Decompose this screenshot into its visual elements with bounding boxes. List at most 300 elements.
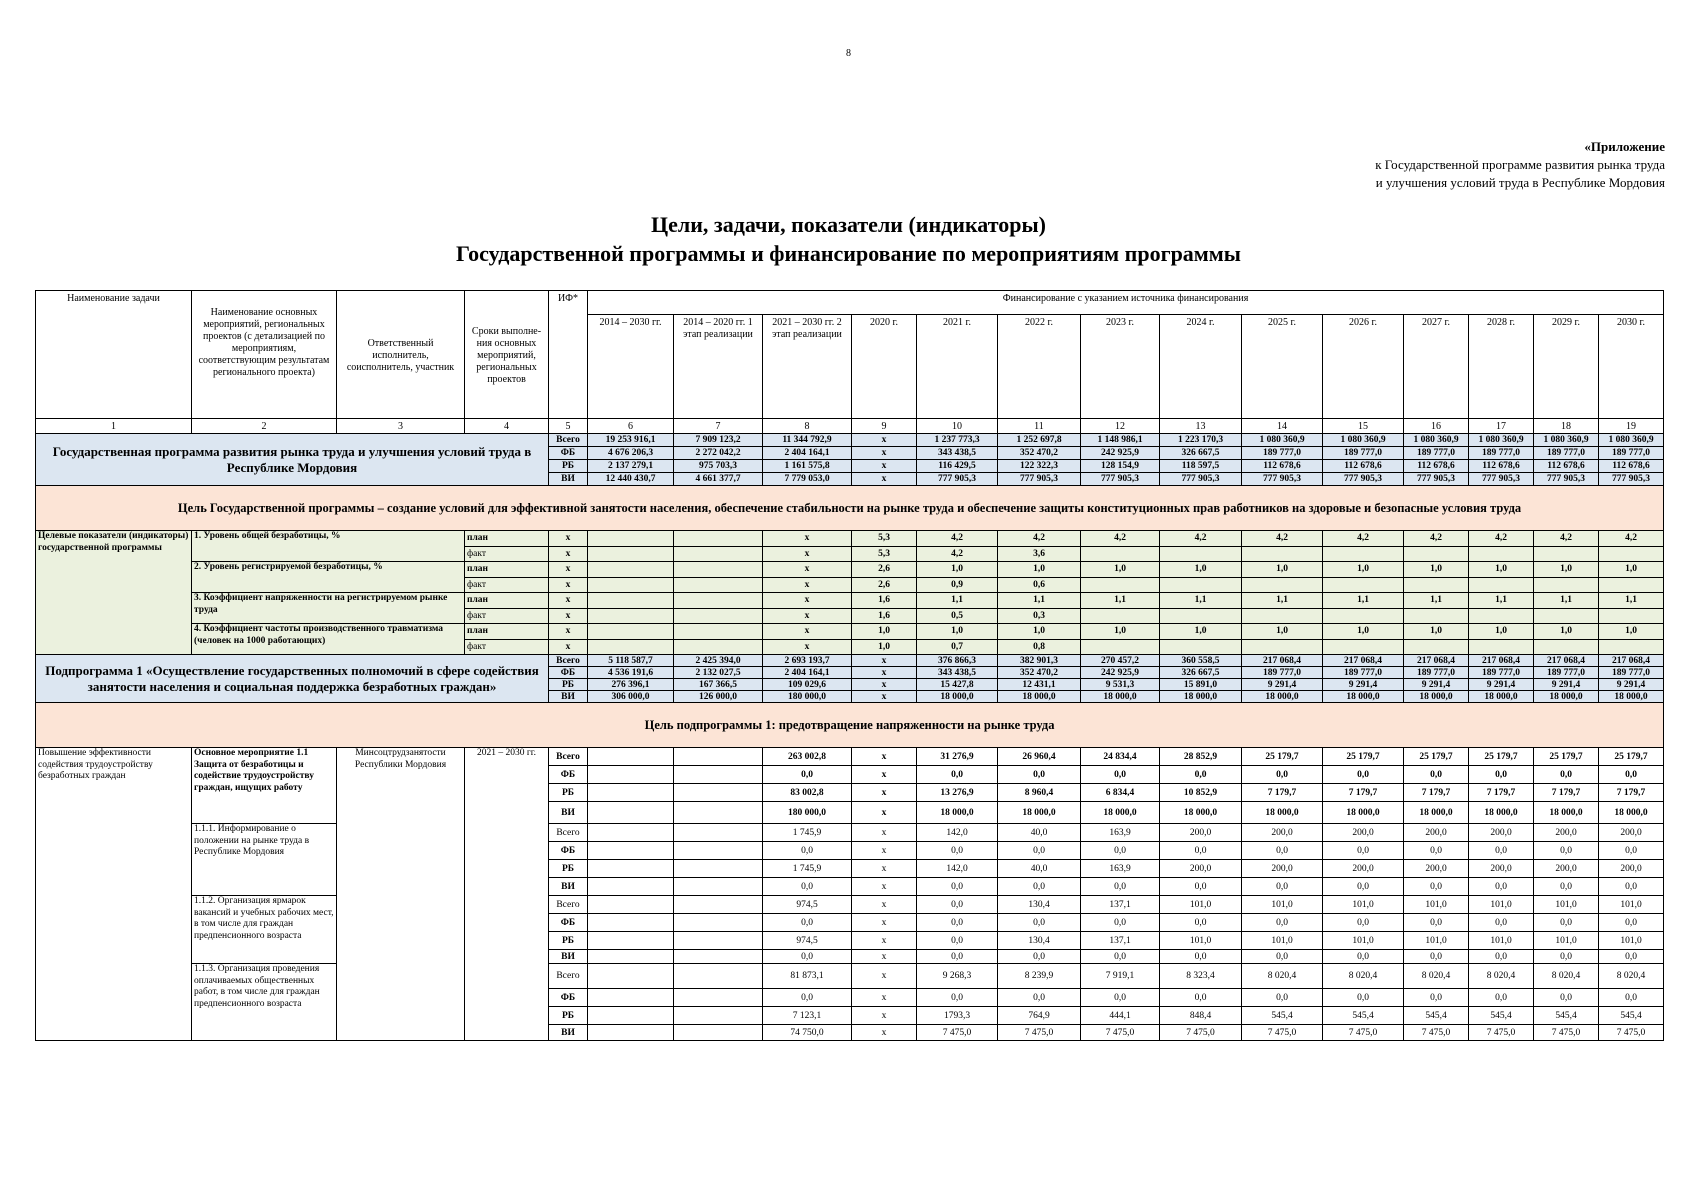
value-cell: 0,0 — [1404, 989, 1469, 1007]
value-cell — [674, 748, 763, 766]
table-body — [36, 291, 1664, 1041]
value-cell: 101,0 — [1160, 932, 1242, 950]
header-period: 2022 г. — [998, 315, 1081, 419]
value-cell: 18 000,0 — [1081, 802, 1160, 824]
value-cell: 18 000,0 — [1534, 802, 1599, 824]
value-cell: 4,2 — [1242, 531, 1323, 547]
value-cell: x — [852, 802, 917, 824]
value-cell: 0,0 — [1081, 950, 1160, 964]
value-cell — [1081, 546, 1160, 562]
column-number: 13 — [1160, 419, 1242, 434]
header-period: 2014 – 2020 гг. 1 этап реализации — [674, 315, 763, 419]
value-cell — [1404, 577, 1469, 593]
value-cell: 777 905,3 — [1323, 473, 1404, 486]
value-cell: 0,0 — [1404, 766, 1469, 784]
value-cell: 0,0 — [1534, 914, 1599, 932]
value-cell: 1,1 — [1242, 593, 1323, 609]
value-cell: 1,0 — [1160, 562, 1242, 578]
source-cell: x — [549, 593, 588, 609]
value-cell: 0,0 — [1323, 950, 1404, 964]
column-number: 7 — [674, 419, 763, 434]
value-cell: 1 080 360,9 — [1469, 434, 1534, 447]
column-number: 6 — [588, 419, 674, 434]
value-cell: 25 179,7 — [1469, 748, 1534, 766]
value-cell: 9 531,3 — [1081, 679, 1160, 691]
value-cell: 26 960,4 — [998, 748, 1081, 766]
value-cell — [588, 577, 674, 593]
source-cell: ФБ — [549, 447, 588, 460]
header-period: 2027 г. — [1404, 315, 1469, 419]
value-cell — [588, 950, 674, 964]
value-cell — [1534, 608, 1599, 624]
value-cell: 217 068,4 — [1469, 655, 1534, 667]
value-cell: 200,0 — [1404, 824, 1469, 842]
value-cell: 0,0 — [998, 842, 1081, 860]
value-cell: 1,6 — [852, 608, 917, 624]
value-cell: x — [852, 748, 917, 766]
value-cell: 9 291,4 — [1469, 679, 1534, 691]
value-cell: 25 179,7 — [1534, 748, 1599, 766]
value-cell: 6 834,4 — [1081, 784, 1160, 802]
indicator-type: факт — [465, 608, 549, 624]
value-cell: 180 000,0 — [763, 802, 852, 824]
value-cell — [588, 878, 674, 896]
value-cell — [674, 624, 763, 640]
value-cell — [588, 639, 674, 655]
value-cell — [674, 802, 763, 824]
value-cell: 0,0 — [1599, 766, 1664, 784]
header-period: 2029 г. — [1534, 315, 1599, 419]
value-cell: 1,0 — [917, 624, 998, 640]
gp-finance-row — [36, 434, 1664, 447]
source-cell: ФБ — [549, 766, 588, 784]
value-cell: 83 002,8 — [763, 784, 852, 802]
value-cell: 0,3 — [998, 608, 1081, 624]
value-cell: 4,2 — [1404, 531, 1469, 547]
value-cell: 18 000,0 — [1160, 802, 1242, 824]
value-cell — [588, 608, 674, 624]
value-cell: 1 161 575,8 — [763, 460, 852, 473]
appendix-line-1: «Приложение — [1584, 139, 1665, 154]
value-cell: 0,0 — [1469, 878, 1534, 896]
value-cell — [1081, 639, 1160, 655]
value-cell: 130,4 — [998, 896, 1081, 914]
value-cell: 545,4 — [1404, 1007, 1469, 1025]
value-cell: 1,0 — [852, 624, 917, 640]
value-cell: 0,0 — [763, 842, 852, 860]
value-cell — [1160, 546, 1242, 562]
appendix-line-2: к Государственной программе развития рынка труда — [1375, 157, 1665, 172]
source-cell: РБ — [549, 860, 588, 878]
value-cell: x — [852, 860, 917, 878]
value-cell: 200,0 — [1534, 824, 1599, 842]
value-cell: 18 000,0 — [1160, 691, 1242, 703]
value-cell: 1,0 — [1242, 562, 1323, 578]
value-cell: 1,0 — [1323, 562, 1404, 578]
source-cell: РБ — [549, 932, 588, 950]
value-cell: 1,0 — [1534, 624, 1599, 640]
value-cell — [674, 546, 763, 562]
value-cell — [588, 562, 674, 578]
value-cell — [1323, 577, 1404, 593]
value-cell: x — [763, 624, 852, 640]
source-cell: x — [549, 639, 588, 655]
value-cell: 18 000,0 — [998, 691, 1081, 703]
value-cell: 122 322,3 — [998, 460, 1081, 473]
measure-finance-row — [36, 824, 1664, 842]
value-cell — [1534, 639, 1599, 655]
value-cell: 1,0 — [1469, 562, 1534, 578]
value-cell: 1 080 360,9 — [1323, 434, 1404, 447]
value-cell: 8 020,4 — [1469, 964, 1534, 989]
value-cell: 0,0 — [917, 950, 998, 964]
value-cell — [588, 932, 674, 950]
value-cell — [588, 593, 674, 609]
value-cell: 3,6 — [998, 546, 1081, 562]
value-cell: 974,5 — [763, 896, 852, 914]
value-cell: 0,0 — [1469, 842, 1534, 860]
value-cell: 0,0 — [1599, 950, 1664, 964]
value-cell: 1,0 — [998, 624, 1081, 640]
indicator-type: план — [465, 624, 549, 640]
value-cell — [674, 608, 763, 624]
value-cell: 137,1 — [1081, 932, 1160, 950]
value-cell: 7 179,7 — [1242, 784, 1323, 802]
value-cell: 8 020,4 — [1404, 964, 1469, 989]
value-cell: 112 678,6 — [1242, 460, 1323, 473]
value-cell: 2 272 042,2 — [674, 447, 763, 460]
value-cell — [1599, 639, 1664, 655]
terms-cell: 2021 – 2030 гг. — [465, 748, 549, 1041]
value-cell — [588, 914, 674, 932]
value-cell: 0,0 — [763, 950, 852, 964]
indicator-type: план — [465, 531, 549, 547]
header-source: ИФ* — [549, 291, 588, 419]
value-cell: 1,0 — [1599, 624, 1664, 640]
value-cell: 101,0 — [1469, 932, 1534, 950]
value-cell: 7 475,0 — [1323, 1025, 1404, 1041]
value-cell: x — [763, 577, 852, 593]
value-cell — [588, 624, 674, 640]
column-number: 11 — [998, 419, 1081, 434]
value-cell: 326 667,5 — [1160, 447, 1242, 460]
value-cell: 11 344 792,9 — [763, 434, 852, 447]
value-cell: x — [763, 562, 852, 578]
value-cell — [674, 989, 763, 1007]
value-cell: 15 427,8 — [917, 679, 998, 691]
value-cell — [1160, 577, 1242, 593]
appendix-line-3: и улучшения условий труда в Республике Мордовия — [1375, 175, 1665, 190]
value-cell: x — [852, 914, 917, 932]
value-cell: x — [852, 878, 917, 896]
value-cell: 200,0 — [1534, 860, 1599, 878]
source-cell: Всего — [549, 655, 588, 667]
value-cell: 4,2 — [1323, 531, 1404, 547]
header-period: 2023 г. — [1081, 315, 1160, 419]
gp-name: Государственная программа развития рынка труда и улучшения условий труда в Республике Мордовия — [36, 434, 549, 486]
source-cell: x — [549, 624, 588, 640]
measure-name: 1.1.2. Организация ярмарок вакансий и учебных рабочих мест, в том числе для граждан предпенсионного возраста — [192, 896, 337, 964]
measure-name: 1.1.1. Информирование о положении на рынке труда в Республике Мордовия — [192, 824, 337, 896]
value-cell: x — [852, 679, 917, 691]
value-cell — [674, 896, 763, 914]
value-cell: 8 020,4 — [1534, 964, 1599, 989]
value-cell — [1469, 546, 1534, 562]
value-cell: 18 000,0 — [1404, 691, 1469, 703]
value-cell — [588, 1007, 674, 1025]
value-cell: 0,0 — [1160, 766, 1242, 784]
indicator-row — [36, 531, 1664, 547]
value-cell: x — [852, 460, 917, 473]
value-cell — [1242, 577, 1323, 593]
value-cell: 0,0 — [1534, 842, 1599, 860]
value-cell: 0,0 — [917, 766, 998, 784]
value-cell: 18 000,0 — [1081, 691, 1160, 703]
value-cell: 0,0 — [917, 989, 998, 1007]
value-cell — [674, 842, 763, 860]
value-cell: 4,2 — [917, 531, 998, 547]
value-cell — [1404, 639, 1469, 655]
indicator-type: факт — [465, 639, 549, 655]
value-cell: 18 000,0 — [917, 691, 998, 703]
source-cell: ВИ — [549, 802, 588, 824]
value-cell: 7 475,0 — [917, 1025, 998, 1041]
value-cell: 276 396,1 — [588, 679, 674, 691]
value-cell: 2,6 — [852, 562, 917, 578]
value-cell — [1242, 546, 1323, 562]
value-cell: 10 852,9 — [1160, 784, 1242, 802]
value-cell: 18 000,0 — [1323, 802, 1404, 824]
value-cell: 18 000,0 — [1323, 691, 1404, 703]
value-cell: 101,0 — [1534, 932, 1599, 950]
value-cell: 0,0 — [1534, 989, 1599, 1007]
value-cell — [674, 914, 763, 932]
value-cell: 2 425 394,0 — [674, 655, 763, 667]
value-cell: 0,0 — [1323, 914, 1404, 932]
value-cell: 0,7 — [917, 639, 998, 655]
source-cell: Всего — [549, 748, 588, 766]
value-cell: 1 148 986,1 — [1081, 434, 1160, 447]
value-cell: 8 960,4 — [998, 784, 1081, 802]
value-cell: 0,0 — [1534, 766, 1599, 784]
value-cell: 777 905,3 — [1242, 473, 1323, 486]
value-cell: 4,2 — [1599, 531, 1664, 547]
value-cell: x — [852, 989, 917, 1007]
value-cell — [674, 784, 763, 802]
value-cell: 0,0 — [1081, 878, 1160, 896]
value-cell: 101,0 — [1599, 932, 1664, 950]
value-cell — [674, 932, 763, 950]
value-cell: 0,6 — [998, 577, 1081, 593]
value-cell: 25 179,7 — [1242, 748, 1323, 766]
value-cell — [1242, 608, 1323, 624]
value-cell: 8 020,4 — [1599, 964, 1664, 989]
value-cell: 7 475,0 — [998, 1025, 1081, 1041]
value-cell: 9 291,4 — [1534, 679, 1599, 691]
value-cell: 101,0 — [1242, 896, 1323, 914]
header-period: 2025 г. — [1242, 315, 1323, 419]
value-cell: x — [852, 473, 917, 486]
column-number: 3 — [337, 419, 465, 434]
value-cell: 0,0 — [1081, 842, 1160, 860]
column-number: 9 — [852, 419, 917, 434]
source-cell: x — [549, 531, 588, 547]
value-cell: 217 068,4 — [1599, 655, 1664, 667]
value-cell: 112 678,6 — [1534, 460, 1599, 473]
value-cell: 1,1 — [1469, 593, 1534, 609]
value-cell: 0,0 — [1404, 914, 1469, 932]
value-cell: 352 470,2 — [998, 447, 1081, 460]
source-cell: ВИ — [549, 950, 588, 964]
value-cell: 1,6 — [852, 593, 917, 609]
value-cell: 25 179,7 — [1599, 748, 1664, 766]
value-cell: 1 080 360,9 — [1534, 434, 1599, 447]
source-cell: ВИ — [549, 473, 588, 486]
column-number: 16 — [1404, 419, 1469, 434]
value-cell: 163,9 — [1081, 824, 1160, 842]
value-cell: 200,0 — [1599, 824, 1664, 842]
value-cell: 40,0 — [998, 860, 1081, 878]
value-cell: 200,0 — [1599, 860, 1664, 878]
value-cell — [1599, 608, 1664, 624]
header-period: 2028 г. — [1469, 315, 1534, 419]
value-cell: 8 020,4 — [1323, 964, 1404, 989]
value-cell: 101,0 — [1469, 896, 1534, 914]
value-cell: 200,0 — [1404, 860, 1469, 878]
task-name: Повышение эффективности содействия трудоустройству безработных граждан — [36, 748, 192, 1041]
value-cell: 109 029,6 — [763, 679, 852, 691]
value-cell: 18 000,0 — [1599, 691, 1664, 703]
value-cell: 167 366,5 — [674, 679, 763, 691]
value-cell: 242 925,9 — [1081, 667, 1160, 679]
value-cell: 12 440 430,7 — [588, 473, 674, 486]
indicator-name: 3. Коэффициент напряженности на регистрируемом рынке труда — [192, 593, 465, 624]
value-cell: 0,0 — [917, 896, 998, 914]
value-cell: 18 000,0 — [1242, 691, 1323, 703]
column-number: 1 — [36, 419, 192, 434]
value-cell — [588, 802, 674, 824]
value-cell: 0,0 — [1160, 878, 1242, 896]
value-cell: 0,0 — [1599, 878, 1664, 896]
value-cell: 5 118 587,7 — [588, 655, 674, 667]
value-cell: 7 179,7 — [1323, 784, 1404, 802]
value-cell — [1469, 608, 1534, 624]
value-cell: 0,0 — [763, 766, 852, 784]
value-cell: 180 000,0 — [763, 691, 852, 703]
value-cell — [1534, 546, 1599, 562]
value-cell: 2 404 164,1 — [763, 667, 852, 679]
column-number: 8 — [763, 419, 852, 434]
value-cell: 0,0 — [1242, 914, 1323, 932]
value-cell: 112 678,6 — [1599, 460, 1664, 473]
indicator-row — [36, 624, 1664, 640]
value-cell: 1,0 — [1534, 562, 1599, 578]
source-cell: Всего — [549, 434, 588, 447]
value-cell: 0,0 — [1469, 950, 1534, 964]
value-cell: 0,0 — [1469, 989, 1534, 1007]
page-number: 8 — [846, 48, 851, 59]
value-cell: 101,0 — [1599, 896, 1664, 914]
value-cell — [588, 531, 674, 547]
value-cell: 1,1 — [1404, 593, 1469, 609]
value-cell: x — [852, 691, 917, 703]
value-cell: x — [852, 784, 917, 802]
value-cell: 0,0 — [1081, 766, 1160, 784]
value-cell: x — [763, 531, 852, 547]
value-cell — [674, 1025, 763, 1041]
value-cell: 18 000,0 — [1469, 691, 1534, 703]
header-task: Наименование задачи — [36, 291, 192, 419]
header-measures: Наименование основных мероприятий, региональных проектов (с детализацией по мероприятиям, соответствующим результатам регионального проекта) — [192, 291, 337, 419]
value-cell: 116 429,5 — [917, 460, 998, 473]
value-cell: 764,9 — [998, 1007, 1081, 1025]
value-cell — [1469, 577, 1534, 593]
value-cell: 1,1 — [998, 593, 1081, 609]
value-cell: 9 291,4 — [1323, 679, 1404, 691]
value-cell: 189 777,0 — [1599, 447, 1664, 460]
value-cell: 0,0 — [1404, 878, 1469, 896]
value-cell: 1,0 — [1469, 624, 1534, 640]
value-cell: 5,3 — [852, 531, 917, 547]
value-cell: 7 475,0 — [1081, 1025, 1160, 1041]
value-cell: 0,0 — [1323, 878, 1404, 896]
gp-goal-row — [36, 486, 1664, 531]
value-cell: x — [763, 639, 852, 655]
appendix-note — [1375, 138, 1665, 192]
value-cell — [588, 896, 674, 914]
value-cell: 18 000,0 — [1242, 802, 1323, 824]
value-cell: 137,1 — [1081, 896, 1160, 914]
value-cell: 130,4 — [998, 932, 1081, 950]
value-cell: 101,0 — [1534, 896, 1599, 914]
title-line-1: Цели, задачи, показатели (индикаторы) — [651, 212, 1046, 237]
value-cell: 13 276,9 — [917, 784, 998, 802]
source-cell: РБ — [549, 679, 588, 691]
header-responsible: Ответственный исполнитель, соисполнитель, участник — [337, 291, 465, 419]
value-cell: 128 154,9 — [1081, 460, 1160, 473]
value-cell: 306 000,0 — [588, 691, 674, 703]
value-cell: x — [852, 932, 917, 950]
value-cell: 189 777,0 — [1323, 447, 1404, 460]
value-cell: 189 777,0 — [1404, 667, 1469, 679]
source-cell: ФБ — [549, 667, 588, 679]
value-cell: 1 080 360,9 — [1599, 434, 1664, 447]
sp1-goal: Цель подпрограммы 1: предотвращение напряженности на рынке труда — [36, 703, 1664, 748]
value-cell: 200,0 — [1160, 860, 1242, 878]
column-number: 18 — [1534, 419, 1599, 434]
value-cell: 189 777,0 — [1404, 447, 1469, 460]
value-cell: 163,9 — [1081, 860, 1160, 878]
value-cell: 0,0 — [1242, 766, 1323, 784]
value-cell — [674, 878, 763, 896]
value-cell: 4,2 — [1534, 531, 1599, 547]
value-cell: 4 536 191,6 — [588, 667, 674, 679]
value-cell: 7 919,1 — [1081, 964, 1160, 989]
value-cell: 975 703,3 — [674, 460, 763, 473]
value-cell — [588, 964, 674, 989]
gp-goal: Цель Государственной программы – создание условий для эффективной занятости населения, обеспечение стабильности на рынке труда и обеспечение защиты конституционных прав работников на здоровые и безопасные условия труда — [36, 486, 1664, 531]
value-cell — [674, 1007, 763, 1025]
value-cell: 1 080 360,9 — [1404, 434, 1469, 447]
header-period: 2030 г. — [1599, 315, 1664, 419]
value-cell — [588, 1025, 674, 1041]
value-cell — [674, 531, 763, 547]
indicator-name: 2. Уровень регистрируемой безработицы, % — [192, 562, 465, 593]
value-cell: 4,2 — [1081, 531, 1160, 547]
value-cell: 40,0 — [998, 824, 1081, 842]
value-cell: 18 000,0 — [917, 802, 998, 824]
value-cell: 0,0 — [998, 950, 1081, 964]
